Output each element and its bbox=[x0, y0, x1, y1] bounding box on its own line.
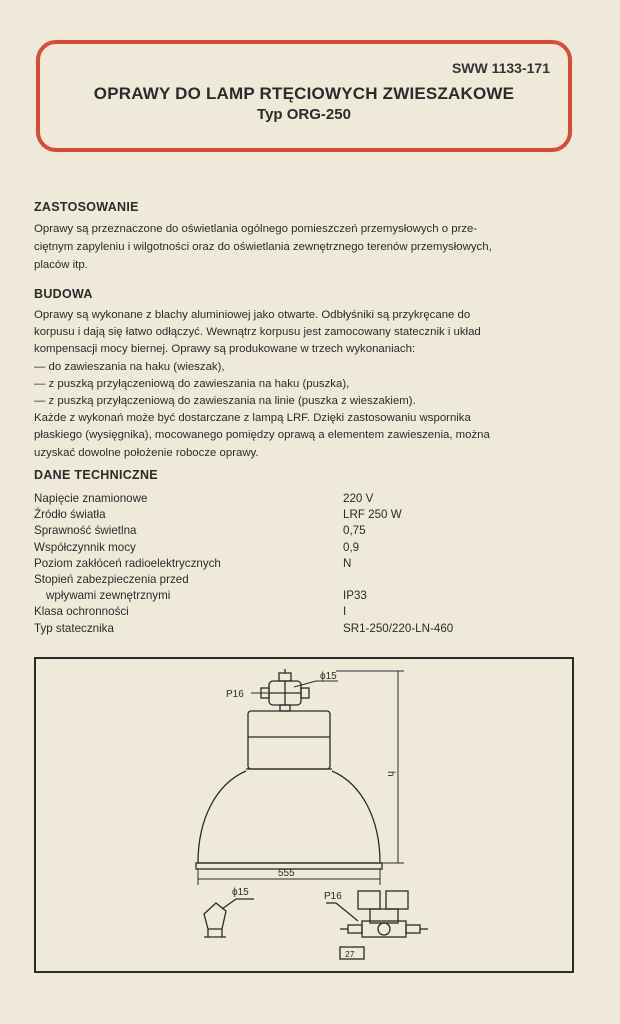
section-text-budowa bbox=[34, 307, 582, 462]
spec-row bbox=[34, 523, 574, 539]
mount-side-view bbox=[204, 899, 254, 937]
connection-box-top bbox=[261, 669, 309, 711]
spec-row bbox=[34, 572, 574, 588]
spec-table bbox=[34, 491, 574, 637]
label-p16-bottom: P16 bbox=[324, 891, 342, 902]
spec-label: Typ statecznika bbox=[34, 621, 114, 635]
text-line: Każde z wykonań może być dostarczane z lampą LRF. Dzięki zastosowaniu wspornika bbox=[34, 412, 471, 425]
spec-row bbox=[34, 556, 574, 572]
spec-label: Napięcie znamionowe bbox=[34, 492, 148, 505]
section-text-zastosowanie bbox=[34, 220, 582, 274]
text-line: ciętnym zapyleniu i wilgotności oraz do oświetlania zewnętrznego terenów przemysłowych, bbox=[34, 241, 492, 253]
spec-row bbox=[34, 588, 574, 604]
reflector bbox=[196, 769, 382, 869]
text-line: kompensacji mocy biernej. Oprawy są produkowane w trzech wykonaniach: bbox=[34, 343, 416, 356]
text-line: — z puszką przyłączeniową do zawieszania na haku (puszka), bbox=[34, 377, 350, 390]
spec-row bbox=[34, 507, 574, 523]
section-heading-budowa: BUDOWA bbox=[34, 287, 93, 301]
spec-label: Poziom zakłóceń radioelektrycznych bbox=[34, 556, 221, 570]
spec-label: Źródło światła bbox=[34, 508, 106, 522]
section-heading-zastosowanie: ZASTOSOWANIE bbox=[34, 200, 139, 214]
text-line: — do zawieszania na haku (wieszak), bbox=[34, 360, 225, 373]
catalog-code: SWW 1133-171 bbox=[451, 60, 550, 76]
text-line: uzyskać dowolne położenie robocze oprawy. bbox=[34, 446, 259, 459]
spec-value: IP33 bbox=[343, 589, 367, 603]
spec-row bbox=[34, 604, 574, 620]
text-line: — z puszką przyłączeniową do zawieszania na linie (puszka z wieszakiem). bbox=[34, 395, 416, 408]
spec-row bbox=[34, 540, 574, 556]
technical-drawing-frame bbox=[34, 657, 574, 973]
page-subtitle: Typ ORG-250 bbox=[257, 106, 351, 123]
text-line: Oprawy są przeznaczone do oświetlania ogólnego pomieszczeń przemysłowych o prze- bbox=[34, 223, 478, 235]
spec-value: 220 V bbox=[343, 492, 374, 505]
spec-row bbox=[34, 621, 574, 637]
spec-row bbox=[34, 491, 574, 507]
technical-drawing bbox=[36, 659, 572, 971]
spec-value: 0,75 bbox=[343, 524, 366, 538]
label-phi15-top: ϕ15 bbox=[320, 671, 337, 682]
spec-value: SR1-250/220-LN-460 bbox=[343, 621, 454, 635]
spec-label: wpływami zewnętrznymi bbox=[46, 589, 171, 603]
label-phi15-bottom: ϕ15 bbox=[232, 887, 249, 898]
spec-value: N bbox=[343, 556, 352, 570]
header-box bbox=[36, 40, 572, 152]
label-height: h bbox=[385, 771, 396, 777]
label-p16-top: P16 bbox=[226, 689, 244, 700]
spec-label: Współczynnik mocy bbox=[34, 540, 136, 554]
spec-label: Stopień zabezpieczenia przed bbox=[34, 572, 189, 586]
spec-value: I bbox=[343, 605, 347, 619]
figure-number: 27 bbox=[345, 949, 355, 959]
spec-label: Klasa ochronności bbox=[34, 605, 129, 619]
spec-value: 0,9 bbox=[343, 540, 360, 554]
text-line: placów itp. bbox=[34, 259, 88, 271]
text-line: Oprawy są wykonane z blachy aluminiowej jako otwarte. Odbłyśniki są przykręcane do bbox=[34, 309, 471, 321]
page-title: OPRAWY DO LAMP RTĘCIOWYCH ZWIESZAKOWE bbox=[93, 84, 515, 103]
label-width: 555 bbox=[278, 868, 295, 879]
ballast-housing bbox=[248, 711, 330, 769]
spec-value: LRF 250 W bbox=[343, 508, 402, 522]
spec-label: Sprawność świetlna bbox=[34, 524, 137, 538]
section-heading-dane: DANE TECHNICZNE bbox=[34, 468, 158, 482]
text-line: płaskiego (wysięgnika), mocowanego pomiędzy oprawą a elementem zawieszenia, można bbox=[34, 429, 490, 442]
text-line: korpusu i dają się łatwo odłączyć. Wewnątrz korpusu jest zamocowany statecznik i układ bbox=[34, 326, 481, 339]
